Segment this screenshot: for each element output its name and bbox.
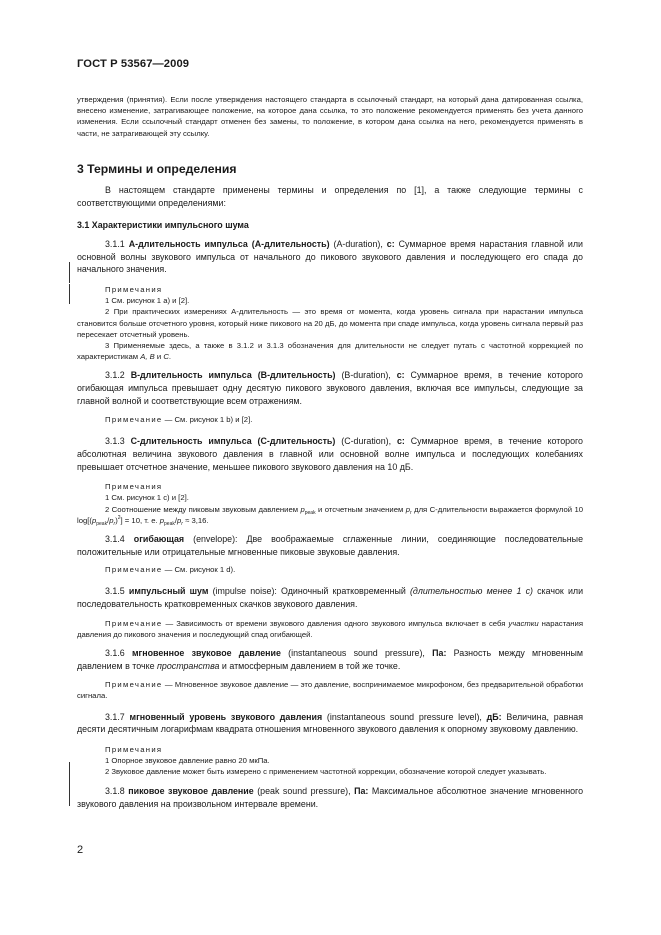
- note-item: 1 Опорное звуковое давление равно 20 мкПа.: [105, 755, 270, 765]
- term-3-1-5: 3.1.5 импульсный шум (impulse noise): Одиночный кратковременный (длительностью менее 1 с) скачок или последовательность кратковременных скачков звукового давления.: [77, 586, 584, 609]
- note-item: 2 Звуковое давление может быть измерено с применением частотной коррекции, обозначение которой следует указывать.: [105, 767, 547, 777]
- single-note: Примечание — Мгновенное звуковое давление — это давление, воспринимаемое микрофоном, без предварительной обработки сигнала.: [77, 680, 584, 701]
- note-item: 2 При практических измерениях А-длительность — это время от момента, когда уровень сигнала при нарастании импульса становится больше отсчетного уровня, который ниже пикового на 20 дБ, до момента при спаде импульса, когда уровень сигнала первый раз пересекает отсчетный уровень.: [77, 307, 583, 339]
- term-definition: Суммарное время нарастания главной или основной волны звукового импульса от начального до пикового звукового давления и последующего его спада до начального значения.: [77, 239, 583, 275]
- section-title: 3 Термины и определения: [77, 161, 237, 176]
- single-note: Примечание — Зависимость от времени звукового давления одного звукового импульса включает в себя участки нарастания давления до пикового значения и последующий спад огибающей.: [77, 618, 583, 639]
- note-formula: 2 Соотношение между пиковым звуковым давлением $p_{peak}$ и отсчетным значением $p_r$ для С-длительности выражается формулой 10 $\log[(p_{peak}/p_r)^2] = 10$, т. е. $p_{peak}/p_r \approx 3,16$.: [77, 504, 584, 527]
- page-number: 2: [77, 844, 84, 856]
- subsection-title: 3.1 Характеристики импульсного шума: [77, 219, 249, 230]
- note-item: 1 См. рисунок 1 а) и [2].: [105, 296, 190, 306]
- term-3-1-7: 3.1.7 мгновенный уровень звукового давления (instantaneous sound pressure level), дБ: Величина, равная десяти десятичным логарифмам квадрата отношения мгновенного звукового давления к опорному звуковому давлению.: [77, 711, 583, 735]
- change-bar: [69, 762, 70, 806]
- note-item: 1 См. рисунок 1 с) и [2].: [105, 493, 189, 503]
- document-body: [77, 94, 583, 811]
- term-english: (A-duration),: [333, 239, 383, 250]
- term-unit: с:: [386, 239, 395, 250]
- term-3-1-2: 3.1.2 В-длительность импульса (В-длительность) (B-duration), с: Суммарное время, в течение которого огибающая импульса превышает одну десятую пикового звукового давления, включая все импульсы, следующие за главной волной и соответствующие всем отражениям.: [77, 370, 583, 406]
- change-bar: [69, 262, 70, 283]
- intro-paragraph: утверждения (принятия). Если после утверждения настоящего стандарта в ссылочный стандарт, на который дана датированная ссылка, внесено изменение, затрагивающее положение, на которое дана ссылка, то это положение рекомендуется применять без учета данного изменения. Если ссылочный стандарт отменен без замены, то положение, в котором дана ссылка на него, рекомендуется применять в части, не затрагивающей эту ссылку.: [77, 95, 583, 138]
- single-note: Примечание — См. рисунок 1 d).: [105, 565, 236, 575]
- single-note: Примечание — См. рисунок 1 b) и [2].: [105, 415, 253, 425]
- note-item: 3 Применяемые здесь, а также в 3.1.2 и 3.1.3 обозначения для длительности не следует путать с частотной коррекцией по характеристикам А, В и С.: [77, 340, 583, 362]
- term-3-1-6: 3.1.6 мгновенное звуковое давление (instantaneous sound pressure), Па: Разность между мгновенным давлением в точке пространства и атмосферным давлением в той же точке.: [77, 647, 584, 671]
- term-name: А-длительность импульса (А-длительность): [128, 239, 330, 250]
- notes-heading: Примечания: [105, 744, 163, 754]
- change-bar: [69, 284, 70, 304]
- standard-header: ГОСТ Р 53567—2009: [77, 58, 190, 70]
- notes-heading: Примечания: [105, 284, 163, 294]
- term-number: 3.1.1: [105, 239, 125, 250]
- term-3-1-4: 3.1.4 огибающая (envelope): Две воображаемые сглаженные линии, соединяющие последовательные положительные или отрицательные мгновенные пиковые звуковые давления.: [77, 533, 583, 557]
- term-3-1-1: [77, 238, 583, 276]
- section-intro: В настоящем стандарте применены термины и определения по [1], а также следующие термины с соответствующими определениями:: [77, 185, 583, 208]
- term-3-1-8: 3.1.8 пиковое звуковое давление (peak sound pressure), Па: Максимальное абсолютное значение мгновенного звукового давления на произвольном интервале времени.: [77, 786, 584, 809]
- term-3-1-3: 3.1.3 С-длительность импульса (С-длительность) (C-duration), с: Суммарное время, в течение которого абсолютная величина звукового давления в главной или основной волне импульса и последующих колебаниях превышает отсчетное значение, меньшее пикового звукового давления на 10 дБ.: [77, 436, 583, 472]
- notes-heading: Примечания: [105, 482, 163, 492]
